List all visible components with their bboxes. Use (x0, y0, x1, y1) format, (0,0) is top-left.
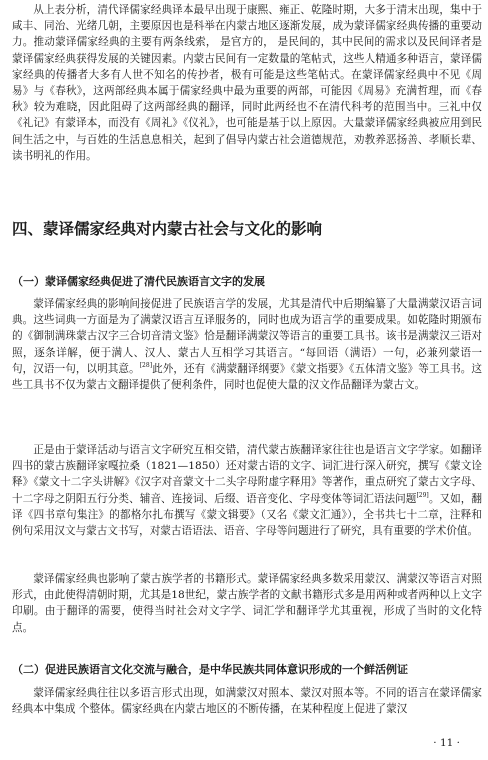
paragraph-translators (12, 442, 482, 539)
subsection-title-1: （一）蒙译儒家经典促进了清代民族语言文字的发展 (12, 275, 265, 288)
paragraph-translators-text-a: 正是由于蒙译活动与语言文字研究互相交错，清代蒙古族翻译家往往也是语言文字学家。如翻译四书的蒙古族翻译家嘎拉桑（1821—1850）还对蒙古语的文字、词汇进行深入研究，撰写《蒙文诠释》《蒙文十二字头讲解》《汉字对音蒙文十二头字母附虚字释用》等著作，重点研究了蒙古文字母、十二字母之阴阳五行分类、辅音、连接词、后缀、语音变化、字母变体等词汇语法问题 (12, 444, 482, 505)
intro-paragraph: 从上表分析，清代译儒家经典译本最早出现于康熙、雍正、乾隆时期，大多于清末出现，集中于咸丰、同治、光绪几朝，主要原因也是科举在内蒙古地区逐渐发展，成为蒙译儒家经典传播的重要动力。推动蒙译儒家经典的主要有两条线索， 是官方的， 是民间的，其中民间的需求以及民间译者是蒙译儒家经典获得发展的关键因素。内蒙古民间有一定数量的笔帖式，这些人精通多种语言，蒙译儒家经典的传播者大多有人世不知名的传抄者，极有可能是这些笔帖式。在蒙译儒家经典中不见《周易》与《春秋》，这两部经典本属于儒家经典中最为重要的两部，可能因《周易》充满哲理，而《春秋》较为难晓，因此阻碍了这两部经典的翻译，同时此两经也不在清代科考的范围当中。三礼中仅《礼记》有蒙译本，而没有《周礼》《仪礼》，也可能是基于以上原因。大量蒙译儒家经典被应用到民间生活之中，与百姓的生活息息相关，起到了倡导内蒙古社会道德规范，劝教养恶扬善、孝顺长辈、读书明礼的作用。 (12, 4, 482, 162)
section-title: 四、蒙译儒家经典对内蒙古社会与文化的影响 (12, 220, 323, 238)
paragraph-dictionaries-text-b: 此外，还有《满蒙翻译纲要》《蒙文指要》《五体清文鉴》等工具书。这些工具书不仅为蒙古文翻译提供了便利条件，同时也促使大量的汉文作品翻译为蒙古文。 (12, 362, 483, 392)
paragraph-translators-text-b: 。又如，翻译《四书章句集注》的都格尔扎布撰写《蒙文辑要》（又名《蒙文汇通》），全书共七十二章，注释和例句采用汉文与蒙古文书写，对蒙古语语法、语音、字母等问题进行了研究，具有重要的学术价值。 (12, 492, 482, 538)
citation-28: [28] (139, 361, 153, 369)
paragraph-book-forms: 蒙译儒家经典也影响了蒙古族学者的书籍形式。蒙译儒家经典多数采用蒙汉、满蒙汉等语言对照形式，由此使得清朝时期，尤其是18世纪，蒙古族学者的文献书籍形式多是用两种或者两种以上文字印刷。由于翻译的需要，使得当时社会对文字学、词汇学和翻译学尤其重视，形成了当时的文化特点。 (12, 573, 482, 634)
paragraph-dictionaries (12, 296, 482, 393)
citation-29: [29] (416, 491, 429, 499)
page-number: · 11 · (433, 737, 460, 749)
subsection-title-2: （二）促进民族语言文化交流与融合，是中华民族共同体意识形成的一个鲜活例证 (12, 663, 408, 676)
paragraph-multilingual: 蒙译儒家经典往往以多语言形式出现，如满蒙汉对照本、蒙汉对照本等。不同的语言在蒙译儒家经典本中集成 个整体。儒家经典在内蒙古地区的不断传播，在某种程度上促进了蒙汉 (12, 687, 482, 716)
paragraph-dictionaries-text-a: 蒙译儒家经典的影响间接促进了民族语言学的发展，尤其是清代中后期编纂了大量满蒙汉语言词典。这些词典一方面是为了满蒙汉语言互译服务的，同时也成为语言学的重要成果。如乾隆时期颁布的《御制满珠蒙古汉字三合切音清文鉴》恰是翻译满蒙汉等语言的重要工具书。该书是满蒙汉三语对照，逐条详解，便于满人、汉人、蒙古人互相学习其语言。“每回语（满语）一句，必兼列蒙语一句，汉语一句，以明其意。 (12, 298, 482, 375)
